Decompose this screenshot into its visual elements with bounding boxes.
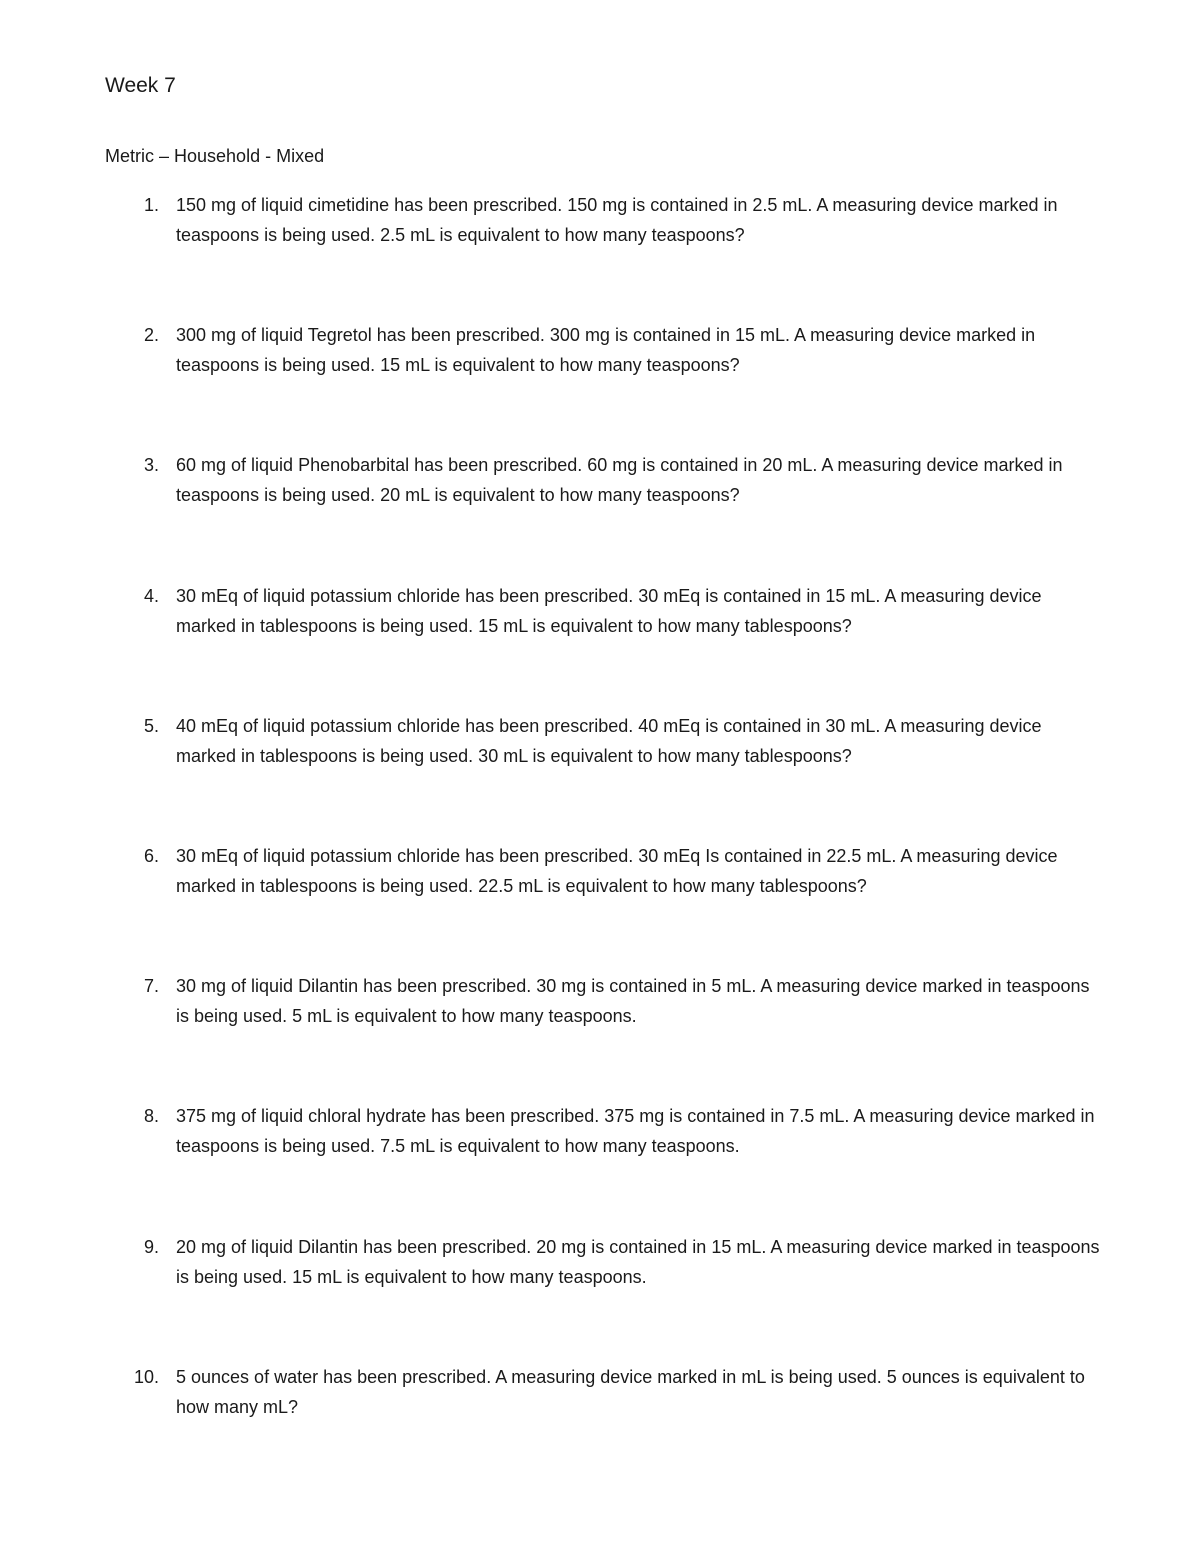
question-text: 30 mg of liquid Dilantin has been prescribed. 30 mg is contained in 5 mL. A measuring device marked in teaspoons is being used. 5 mL is equivalent to how many teaspoons. (176, 976, 1090, 1027)
question-number: 7. (143, 976, 159, 997)
question-text: 20 mg of liquid Dilantin has been prescribed. 20 mg is contained in 15 mL. A measuring device marked in teaspoons is being used. 15 mL is equivalent to how many teaspoons. (176, 1236, 1100, 1287)
question-text: 375 mg of liquid chloral hydrate has been prescribed. 375 mg is contained in 7.5 mL. A measuring device marked in teaspoons is being used. 7.5 mL is equivalent to how many teaspoons. (176, 1106, 1095, 1157)
question-number: 4. (143, 585, 159, 606)
question-list (105, 190, 1105, 1492)
question-number: 8. (143, 1106, 159, 1127)
question-item (105, 320, 1105, 450)
question-text: 40 mEq of liquid potassium chloride has been prescribed. 40 mEq is contained in 30 mL. A measuring device marked in tablespoons is being used. 30 mL is equivalent to how many tablespoons? (176, 715, 1042, 766)
page-title: Week 7 (105, 74, 176, 97)
question-number: 1. (143, 195, 159, 215)
question-text: 30 mEq of liquid potassium chloride has been prescribed. 30 mEq is contained in 15 mL. A measuring device marked in tablespoons is being used. 15 mL is equivalent to how many tablespoons? (176, 585, 1042, 636)
page-subtitle: Metric – Household - Mixed (105, 146, 325, 166)
question-item (105, 711, 1105, 841)
question-number: 3. (143, 455, 159, 476)
question-item (105, 450, 1105, 580)
question-text: 60 mg of liquid Phenobarbital has been prescribed. 60 mg is contained in 20 mL. A measuring device marked in teaspoons is being used. 20 mL is equivalent to how many teaspoons? (176, 455, 1063, 506)
question-item (105, 190, 1105, 320)
question-number: 2. (143, 325, 159, 346)
question-text: 300 mg of liquid Tegretol has been prescribed. 300 mg is contained in 15 mL. A measuring device marked in teaspoons is being used. 15 mL is equivalent to how many teaspoons? (176, 325, 1036, 376)
question-item (105, 1101, 1105, 1231)
question-item (105, 1232, 1105, 1362)
question-text: 5 ounces of water has been prescribed. A measuring device marked in mL is being used. 5 ounces is equivalent to how many mL? (176, 1366, 1085, 1417)
question-number: 5. (143, 715, 159, 736)
question-number: 6. (143, 845, 159, 866)
question-text: 150 mg of liquid cimetidine has been prescribed. 150 mg is contained in 2.5 mL. A measuring device marked in teaspoons is being used. 2.5 mL is equivalent to how many teaspoons? (176, 195, 1058, 245)
question-number: 10. (133, 1366, 159, 1387)
question-item (105, 581, 1105, 711)
question-item (105, 971, 1105, 1101)
question-number: 9. (143, 1236, 159, 1257)
question-item (105, 841, 1105, 971)
question-text: 30 mEq of liquid potassium chloride has been prescribed. 30 mEq Is contained in 22.5 mL. A measuring device marked in tablespoons is being used. 22.5 mL is equivalent to how many tablespoons? (176, 845, 1058, 896)
question-item (105, 1362, 1105, 1492)
